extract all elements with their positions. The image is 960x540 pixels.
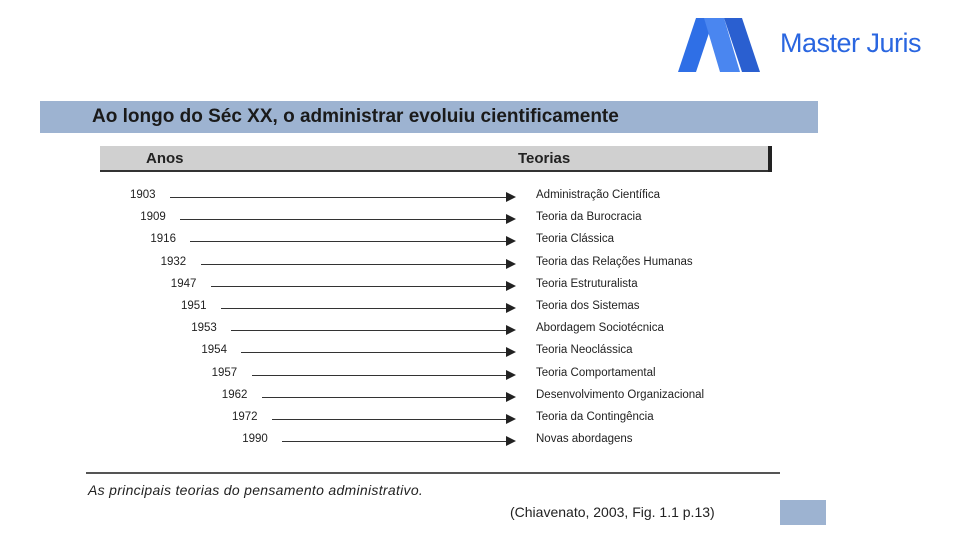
year-label: 1953 — [191, 322, 217, 335]
year-label: 1954 — [201, 344, 227, 357]
year-label: 1903 — [130, 189, 156, 201]
arrow-line — [170, 197, 506, 198]
theory-label: Teoria Clássica — [536, 233, 614, 246]
timeline-row — [0, 256, 960, 272]
arrow-head — [506, 236, 516, 246]
theory-label: Teoria dos Sistemas — [536, 300, 640, 312]
theory-label: Desenvolvimento Organizacional — [536, 388, 705, 401]
source-citation: (Chiavenato, 2003, Fig. 1.1 p.13) — [510, 504, 715, 520]
year-label: 1951 — [181, 300, 207, 312]
timeline-row — [0, 300, 960, 316]
theory-label: Novas abordagens — [536, 433, 633, 446]
theory-label: Teoria da Burocracia — [536, 211, 642, 224]
timeline-row — [0, 211, 960, 227]
arrow-line — [180, 219, 506, 220]
theories-header: Teorias — [518, 150, 571, 167]
arrow-line — [282, 441, 506, 442]
arrow-line — [221, 308, 506, 309]
page-title: Ao longo do Séc XX, o administrar evoluiu cientificamente — [92, 106, 619, 127]
arrow-line — [272, 419, 506, 420]
arrow-head — [506, 214, 516, 224]
theory-label: Teoria das Relações Humanas — [536, 255, 693, 268]
table-header — [100, 146, 768, 172]
arrow-head — [506, 436, 516, 446]
year-label: 1957 — [211, 366, 238, 379]
title-band — [40, 101, 818, 133]
source-band — [500, 500, 826, 525]
arrow-head — [506, 259, 516, 269]
arrow-head — [506, 192, 516, 202]
divider — [86, 472, 780, 474]
arrow-line — [211, 286, 506, 287]
arrow-line — [262, 397, 506, 398]
timeline-row — [0, 278, 960, 294]
arrow-head — [506, 347, 516, 357]
years-header: Anos — [146, 150, 184, 167]
theory-label: Administração Científica — [536, 189, 660, 201]
timeline-row — [0, 433, 960, 449]
theory-label: Teoria Neoclássica — [536, 344, 633, 357]
timeline-row — [0, 389, 960, 405]
timeline-row — [0, 233, 960, 249]
timeline-row — [0, 411, 960, 427]
year-label: 1972 — [232, 411, 258, 423]
year-label: 1916 — [150, 233, 176, 246]
arrow-head — [506, 370, 516, 380]
arrow-head — [506, 303, 516, 313]
year-label: 1909 — [140, 211, 166, 224]
arrow-line — [231, 330, 506, 331]
year-label: 1947 — [170, 277, 197, 290]
arrow-line — [252, 375, 506, 376]
arrow-line — [241, 352, 506, 353]
arrow-head — [506, 281, 516, 291]
timeline-row — [0, 344, 960, 360]
arrow-head — [506, 414, 516, 424]
theory-label: Teoria da Contingência — [536, 411, 654, 423]
brand-name: Master Juris — [780, 28, 922, 58]
arrow-head — [506, 325, 516, 335]
timeline-row — [0, 322, 960, 338]
year-label: 1932 — [160, 255, 187, 268]
arrow-line — [201, 264, 506, 265]
brand-logo — [676, 12, 946, 78]
theory-label: Teoria Estruturalista — [536, 277, 638, 290]
theory-label: Abordagem Sociotécnica — [536, 322, 664, 335]
arrow-head — [506, 392, 516, 402]
arrow-line — [190, 241, 506, 242]
theory-label: Teoria Comportamental — [536, 366, 656, 379]
figure-caption: As principais teorias do pensamento administrativo. — [88, 482, 424, 498]
timeline-row — [0, 189, 960, 205]
master-juris-logo-icon — [676, 12, 768, 78]
year-label: 1990 — [242, 433, 268, 446]
year-label: 1962 — [221, 388, 248, 401]
timeline-row — [0, 367, 960, 383]
